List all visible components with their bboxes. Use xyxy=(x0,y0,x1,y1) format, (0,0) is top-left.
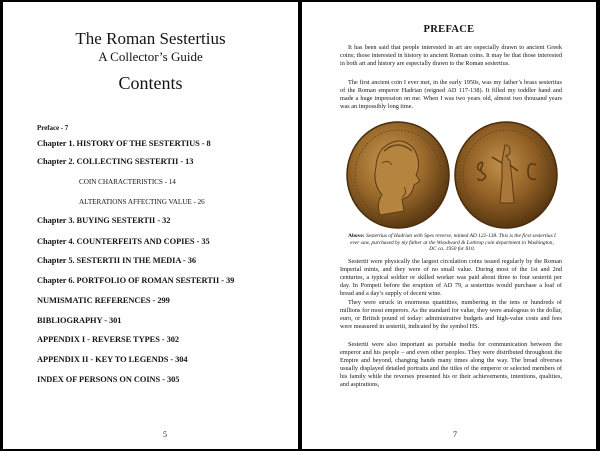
toc-entry-alterations[interactable]: ALTERATIONS AFFECTING VALUE - 26 xyxy=(79,198,205,206)
toc-entry-numismatic-references[interactable]: NUMISMATIC REFERENCES - 299 xyxy=(37,296,170,305)
coin-caption xyxy=(346,233,558,253)
toc-entry-appendix-2[interactable]: APPENDIX II - KEY TO LEGENDS - 304 xyxy=(37,355,188,364)
preface-paragraph-5: Sestertii were also important as portable media for communication between the emperor and his people – and even other peoples. They were distributed throughout the Empire and beyond, changing hands many times along the way. The broad obverses usually displayed detailed portraits and the titles of the emperor or selected members of his family while the reverses presented his or their achievements, intentions, qualities, and aspirations, xyxy=(340,341,562,388)
obverse-coin xyxy=(347,122,449,228)
left-page-number: 5 xyxy=(163,430,167,439)
hadrian-sestertius-photo xyxy=(342,119,562,231)
right-page-number: 7 xyxy=(453,430,457,439)
right-page xyxy=(302,2,596,449)
toc-entry-bibliography[interactable]: BIBLIOGRAPHY - 301 xyxy=(37,316,122,325)
toc-entry-chapter-2[interactable]: Chapter 2. COLLECTING SESTERTII - 13 xyxy=(37,157,194,166)
preface-paragraph-1: It has been said that people interested in art are especially drawn to ancient Greek coins; those interested in history to ancient Roman coins. It may be that those interested in both art and history are especially drawn to the Roman sestertius. xyxy=(340,44,562,67)
toc-entry-chapter-4[interactable]: Chapter 4. COUNTERFEITS AND COPIES - 35 xyxy=(37,237,210,246)
left-page xyxy=(3,2,298,449)
preface-paragraph-2: The first ancient coin I ever met, in the early 1950s, was my father’s brass sestertius of the Roman emperor Hadrian (reigned AD 117-138). It filled my toddler hand and made a huge impression on me. When I was two years old, almost two thousand years was an impossibly long time. xyxy=(340,79,562,110)
preface-paragraph-4: They were struck in enormous quantities, numbering in the tens or hundreds of millions for most emperors. As the standard for value, they were analogous to the dollar, euro, or British pound of today: administrative budgets and high-value costs and fees were measured in sestertii, indicated by the symbol HS. xyxy=(340,299,562,330)
caption-label: Above: xyxy=(348,233,365,239)
reverse-coin xyxy=(455,122,557,228)
toc-entry-coin-characteristics[interactable]: COIN CHARACTERISTICS - 14 xyxy=(79,178,176,186)
toc-entry-index-of-persons[interactable]: INDEX OF PERSONS ON COINS - 305 xyxy=(37,375,180,384)
toc-entry-chapter-3[interactable]: Chapter 3. BUYING SESTERTII - 32 xyxy=(37,216,171,225)
preface-heading: PREFACE xyxy=(423,24,475,35)
caption-text: Sestertius of Hadrian with Spes reverse, minted AD 122-138. This is the first sestertius I ever saw, purchased by my father at the Woodward & Lothrop coin department in Washington, DC ca. 1950 for $10. xyxy=(350,233,556,253)
toc-entry-chapter-6[interactable]: Chapter 6. PORTFOLIO OF ROMAN SESTERTII - 39 xyxy=(37,276,235,285)
contents-heading: Contents xyxy=(118,73,183,93)
toc-entry-preface[interactable]: Preface - 7 xyxy=(37,124,69,132)
toc-entry-chapter-5[interactable]: Chapter 5. SESTERTII IN THE MEDIA - 36 xyxy=(37,256,196,265)
book-title: The Roman Sestertius xyxy=(75,29,226,48)
book-subtitle: A Collector’s Guide xyxy=(98,49,203,64)
toc-entry-chapter-1[interactable]: Chapter 1. HISTORY OF THE SESTERTIUS - 8 xyxy=(37,139,211,148)
preface-paragraph-3: Sestertii were physically the largest circulation coins issued regularly by the Roman Imperial mints, and they were of no small value. During most of the 1st and 2nd centuries, a typical soldier or skilled worker was paid about three to four sestertii per day. In Pompeii before the eruption of AD 79, a sestertius would purchase a loaf of bread and a day’s supply of decent wine. xyxy=(340,258,562,297)
toc-entry-appendix-1[interactable]: APPENDIX I - REVERSE TYPES - 302 xyxy=(37,335,180,344)
